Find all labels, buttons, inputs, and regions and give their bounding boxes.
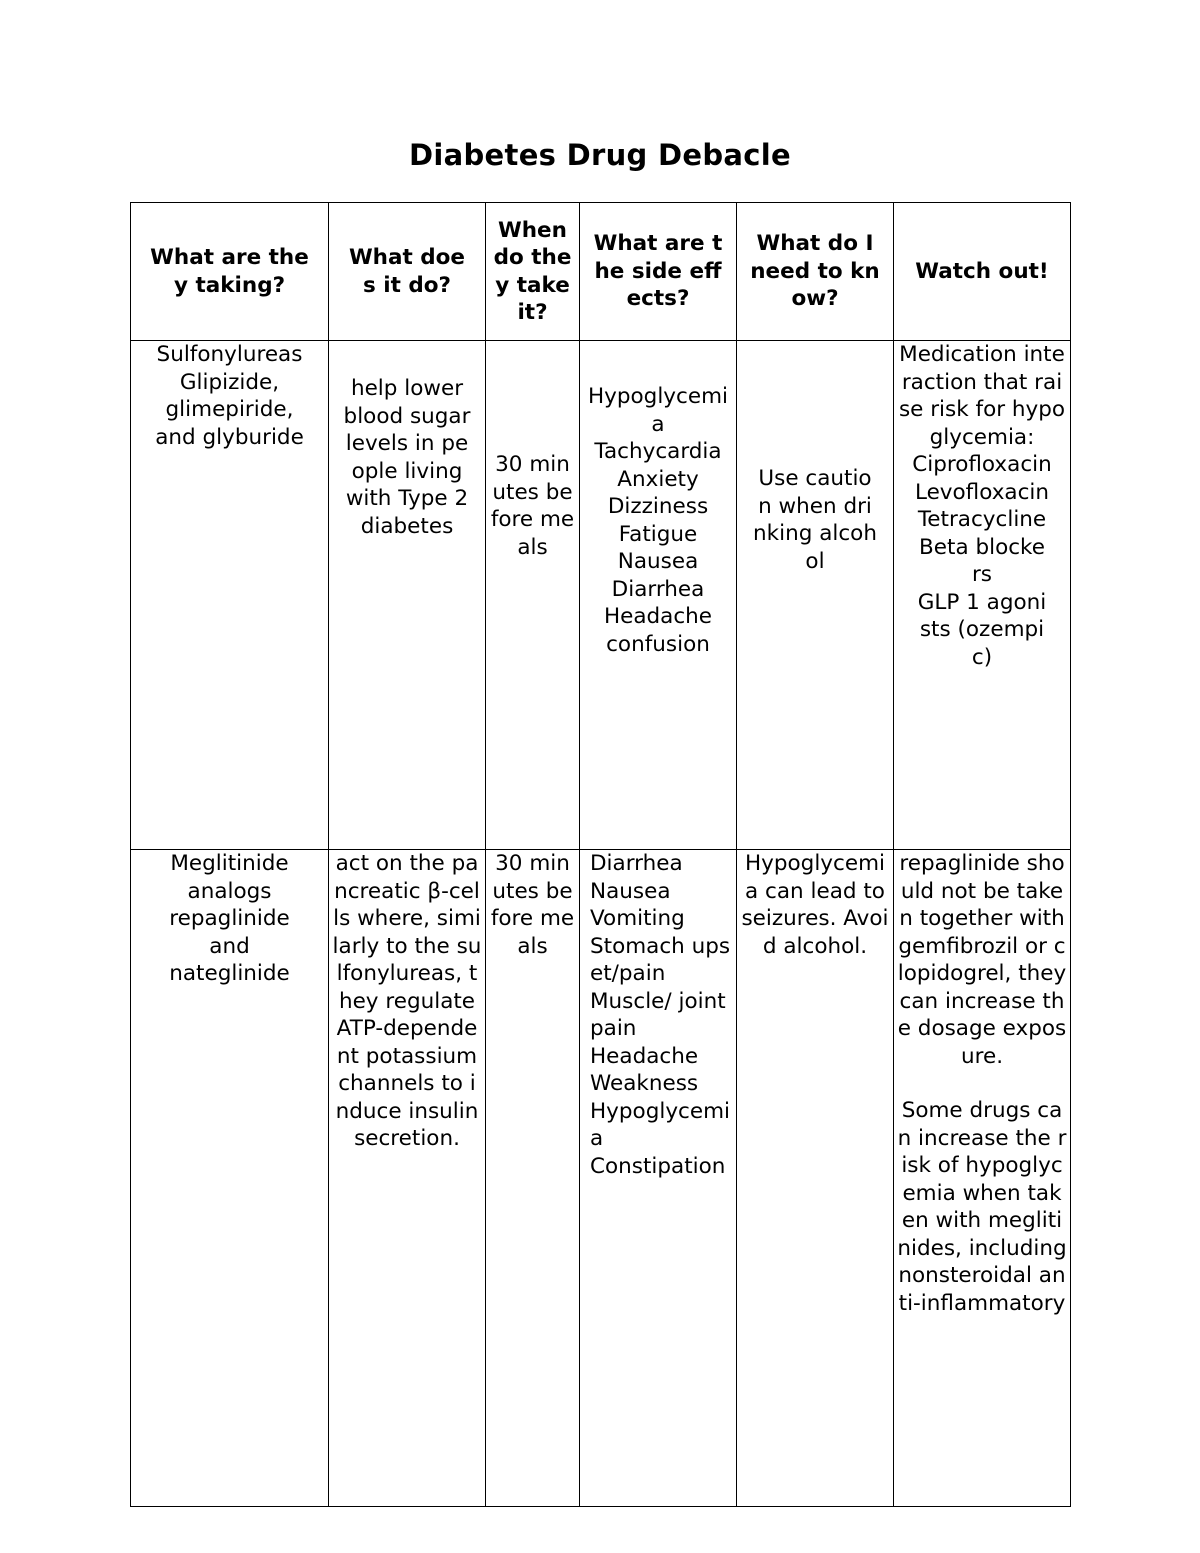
cell-line: Levofloxacin bbox=[914, 479, 1050, 505]
header-watch: Watch out! bbox=[894, 203, 1071, 341]
cell-side-effects bbox=[580, 341, 737, 850]
cell-line: analogs bbox=[187, 878, 272, 904]
table-row bbox=[131, 341, 1071, 850]
cell-when bbox=[486, 341, 580, 850]
cell-line: Hypoglycemia bbox=[587, 384, 728, 437]
paragraph-gap bbox=[897, 1070, 1067, 1097]
cell-line: Beta blockers bbox=[919, 534, 1045, 587]
cell-line: Ciprofloxacin bbox=[912, 452, 1052, 477]
cell-text: 30 minutes before meals bbox=[490, 851, 575, 959]
cell-text: 30 minutes before meals bbox=[490, 452, 575, 560]
header-side-effects: What are the side effects? bbox=[580, 203, 737, 341]
header-when: When do they take it? bbox=[486, 203, 580, 341]
cell-when bbox=[486, 850, 580, 1507]
header-taking: What are they taking? bbox=[131, 203, 329, 341]
cell-line: Glipizide, bbox=[179, 369, 280, 395]
cell-line: Nausea bbox=[617, 549, 699, 574]
cell-line: Meglitinide bbox=[170, 851, 289, 876]
cell-line: Fatigue bbox=[618, 521, 698, 547]
cell-line: Weakness bbox=[590, 1071, 699, 1096]
cell-does bbox=[329, 850, 486, 1507]
cell-line: Nausea bbox=[590, 878, 671, 904]
cell-line: GLP 1 agonists (ozempic) bbox=[917, 589, 1047, 670]
cell-paragraph: Some drugs can increase the risk of hypoglycemia when taken with meglitinides, including nonsteroidal anti-inflammatory bbox=[897, 1098, 1067, 1316]
cell-side-effects bbox=[580, 850, 737, 1507]
cell-know bbox=[737, 850, 894, 1507]
table-row bbox=[131, 850, 1071, 1507]
cell-text: Hypoglycemia can lead to seizures. Avoid alcohol. bbox=[741, 851, 889, 959]
cell-paragraph: repaglinide should not be taken together with gemfibrozil or clopidogrel, they can increase the dosage exposure. bbox=[897, 851, 1067, 1069]
cell-watch bbox=[894, 850, 1071, 1507]
cell-line: Headache bbox=[603, 604, 713, 629]
cell-text: help lower blood sugar levels in people living with Type 2 diabetes bbox=[343, 376, 471, 539]
cell-line: Stomach upset/pain bbox=[590, 933, 731, 986]
cell-line: Hypoglycemia bbox=[590, 1098, 731, 1151]
cell-line: glimepiride, bbox=[165, 397, 294, 422]
cell-line: Anxiety bbox=[617, 466, 699, 492]
cell-line: Tachycardia bbox=[594, 439, 722, 464]
cell-line: Dizziness bbox=[607, 494, 709, 519]
cell-text: Use caution when drinking alcohol bbox=[753, 466, 877, 574]
cell-line: Vomiting bbox=[590, 906, 685, 931]
cell-line: Constipation bbox=[590, 1153, 726, 1179]
cell-line: Muscle/ joint pain bbox=[590, 988, 726, 1041]
cell-know bbox=[737, 341, 894, 850]
cell-line: Headache bbox=[590, 1043, 699, 1069]
drug-table bbox=[130, 202, 1071, 1507]
cell-taking bbox=[131, 341, 329, 850]
cell-does bbox=[329, 341, 486, 850]
cell-watch bbox=[894, 341, 1071, 850]
page-title: Diabetes Drug Debacle bbox=[409, 138, 791, 172]
cell-line: and bbox=[209, 933, 250, 959]
cell-line: confusion bbox=[606, 631, 710, 657]
cell-line: Sulfonylureas bbox=[156, 342, 303, 367]
cell-text: act on the pancreatic β-cells where, similarly to the sulfonylureas, they regulate ATP-dependent potassium channels to induce insulin secretion. bbox=[332, 851, 482, 1151]
header-does: What does it do? bbox=[329, 203, 486, 341]
cell-line: and glyburide bbox=[155, 424, 304, 450]
cell-line: Diarrhea bbox=[611, 576, 705, 602]
cell-line: nateglinide bbox=[169, 961, 290, 986]
header-know: What do I need to know? bbox=[737, 203, 894, 341]
cell-taking bbox=[131, 850, 329, 1507]
table-header-row bbox=[131, 203, 1071, 341]
cell-line: Medication interaction that raise risk for hypoglycemia: bbox=[898, 342, 1066, 450]
cell-line: repaglinide bbox=[169, 906, 290, 931]
cell-line: Diarrhea bbox=[590, 851, 683, 876]
cell-line: Tetracycline bbox=[917, 507, 1047, 532]
